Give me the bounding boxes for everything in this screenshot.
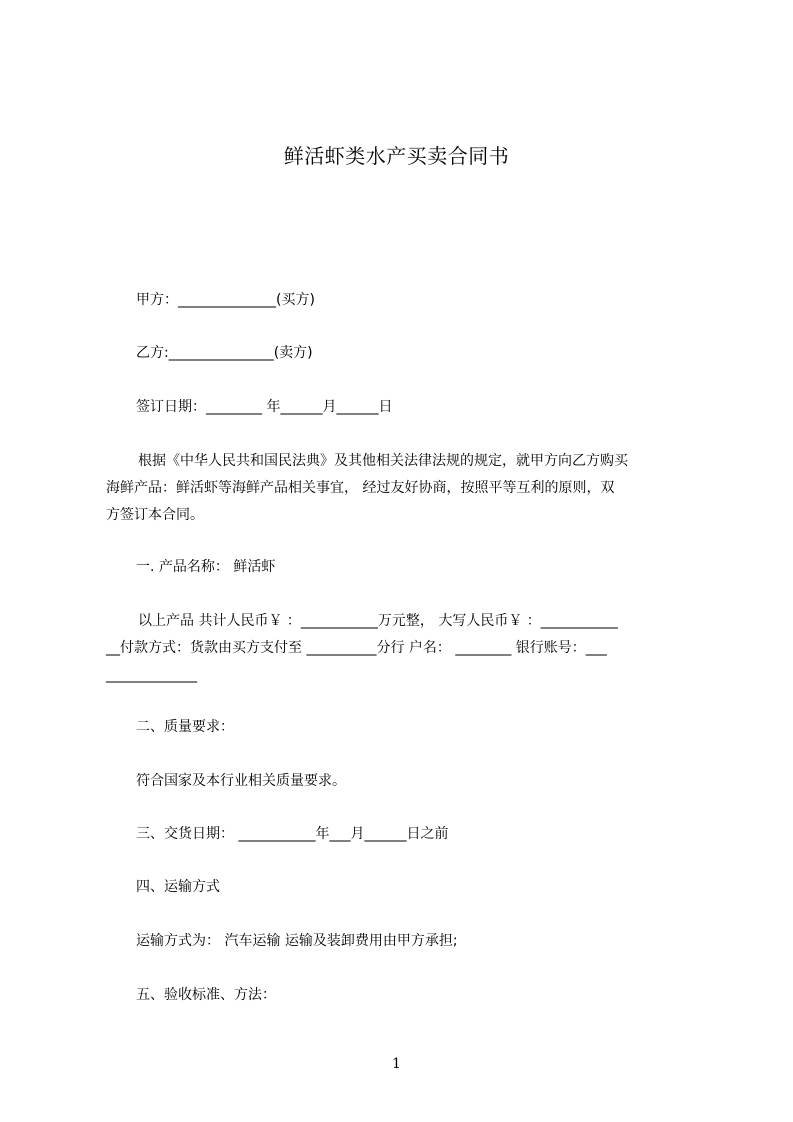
section-5-heading: 五、验收标准、方法： [136, 987, 276, 1003]
section-2-body: 符合国家及本行业相关质量要求。 [136, 773, 346, 789]
page-number: 1 [392, 1056, 401, 1072]
payment-line-3: _____________ [106, 667, 197, 683]
party-b-line: 乙方:_______________(卖方) [136, 345, 313, 361]
sign-date-line: 签订日期：________ 年______月______日 [136, 399, 393, 415]
payment-line-1: 以上产品 共计人民币￥ ：___________万元整， 大写人民币￥ ：___________ [138, 613, 618, 629]
section-4-heading: 四、运输方式 [136, 879, 220, 895]
payment-line-2: __付款方式：货款由买方支付至 __________分行 户名： ________ 银行账号：___ [106, 640, 607, 656]
document-title: 鲜活虾类水产买卖合同书 [283, 144, 510, 168]
intro-line-1: 根据《中华人民共和国民法典》及其他相关法律法规的规定，就甲方向乙方购买 [138, 453, 628, 469]
intro-line-2: 海鲜产品：鲜活虾等海鲜产品相关事宜， 经过友好协商，按照平等互利的原则，双 [106, 480, 615, 496]
section-1-heading: 一. 产品名称： 鲜活虾 [136, 559, 276, 575]
intro-line-3: 方签订本合同。 [106, 507, 204, 523]
party-a-line: 甲方：______________(买方) [136, 292, 315, 308]
section-3-heading: 三、交货日期： ___________年___月______日之前 [136, 826, 449, 842]
section-2-heading: 二、质量要求： [136, 719, 234, 735]
section-4-body: 运输方式为： 汽车运输 运输及装卸费用由甲方承担; [136, 933, 458, 949]
